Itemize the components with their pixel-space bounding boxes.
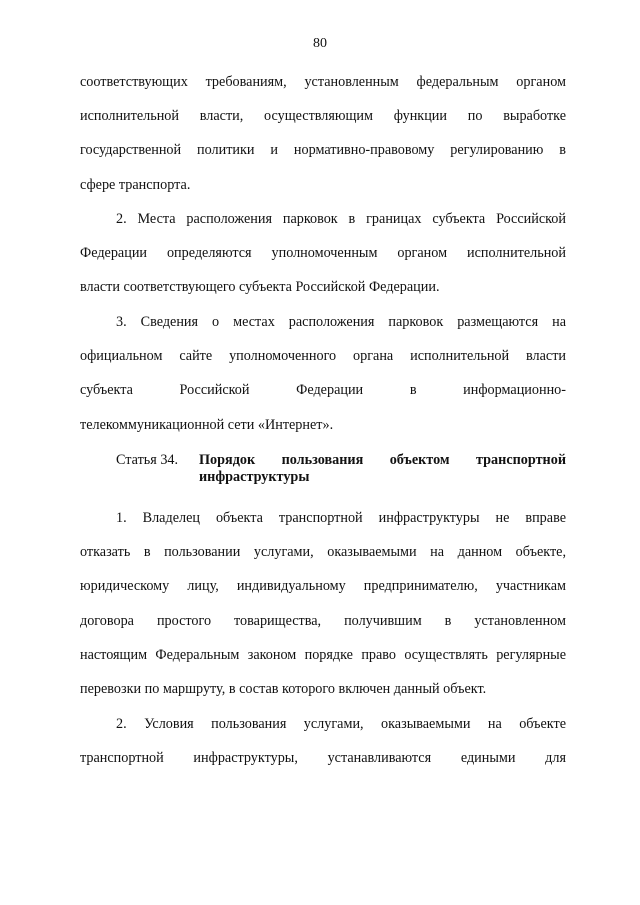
text-line: соответствующих требованиям, установленным федеральным органом xyxy=(80,74,566,90)
text-line: Федерации определяются уполномоченным органом исполнительной xyxy=(80,245,566,262)
text-line: отказать в пользовании услугами, оказываемыми на данном объекте, xyxy=(80,544,566,561)
article-title-line: инфраструктуры xyxy=(199,469,310,485)
paragraph-continuation xyxy=(80,72,566,209)
text-line: государственной политики и нормативно-правовому регулированию в xyxy=(80,142,566,159)
text-line: сфере транспорта. xyxy=(80,176,191,193)
paragraph-article34-2 xyxy=(80,714,566,782)
text-line: субъекта Российской Федерации в информационно- xyxy=(80,382,566,399)
text-line: власти соответствующего субъекта Российской Федерации. xyxy=(80,279,440,296)
text-line: телекоммуникационной сети «Интернет». xyxy=(80,416,334,433)
text-line: официальном сайте уполномоченного органа исполнительной власти xyxy=(80,348,566,365)
text-line: договора простого товарищества, получившим в установленном xyxy=(80,612,566,629)
text-line: исполнительной власти, осуществляющим функции по выработке xyxy=(80,108,566,125)
paragraph-article34-1 xyxy=(80,508,566,713)
text-line: транспортной инфраструктуры, устанавливаются едиными для xyxy=(80,750,566,767)
paragraph-2-parking-locations xyxy=(80,209,566,312)
text-line: юридическому лицу, индивидуальному предпринимателю, участникам xyxy=(80,578,566,595)
text-line: настоящим Федеральным законом порядке право осуществлять регулярные xyxy=(80,646,566,663)
text-line: 2. Места расположения парковок в границах субъекта Российской xyxy=(116,211,566,227)
article-title xyxy=(199,452,566,486)
article-title-line: Порядок пользования объектом транспортной xyxy=(199,452,566,468)
page-number: 80 xyxy=(313,36,327,51)
text-line: 3. Сведения о местах расположения парковок размещаются на xyxy=(116,314,566,330)
paragraph-3-parking-info xyxy=(80,312,566,449)
text-line: 1. Владелец объекта транспортной инфраструктуры не вправе xyxy=(116,510,566,526)
text-line: перевозки по маршруту, в состав которого включен данный объект. xyxy=(80,680,487,697)
article-number: Статья 34. xyxy=(116,452,179,468)
text-line: 2. Условия пользования услугами, оказываемыми на объекте xyxy=(116,716,566,732)
